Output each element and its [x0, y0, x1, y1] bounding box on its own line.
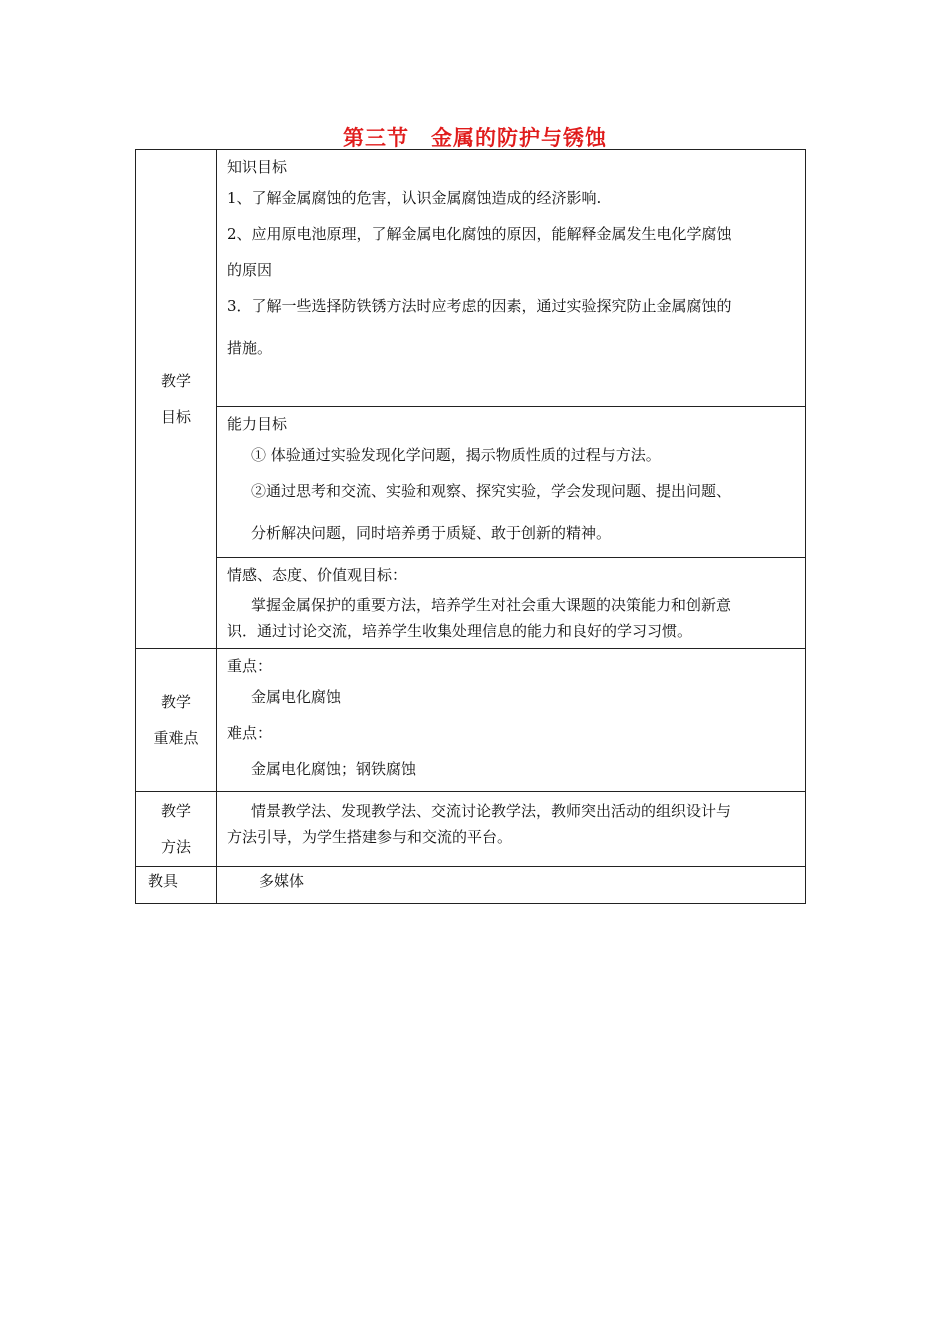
table-row-ability — [136, 407, 806, 558]
knowledge-heading: 知识目标 — [227, 158, 288, 176]
keypoints-label-line1: 教学 — [160, 693, 191, 711]
key-heading: 重点： — [227, 657, 273, 675]
keypoints-label-line2: 重难点 — [153, 729, 199, 747]
knowledge-item-2b: 的原因 — [227, 261, 273, 279]
knowledge-item-3a: 3．了解一些选择防铁锈方法时应考虑的因素，通过实验探究防止金属腐蚀的 — [227, 297, 732, 315]
ability-item-1: ① 体验通过实验发现化学问题，揭示物质性质的过程与方法。 — [251, 446, 661, 464]
emotion-goals-cell — [217, 558, 806, 649]
table-row-goals — [136, 150, 806, 407]
key-text: 金属电化腐蚀 — [251, 688, 342, 706]
table-row-tools — [136, 867, 806, 904]
method-label-line2: 方法 — [160, 838, 191, 856]
emotion-text-b: 识．通过讨论交流，培养学生收集处理信息的能力和良好的学习习惯。 — [227, 622, 693, 640]
emotion-text-a: 掌握金属保护的重要方法，培养学生对社会重大课题的决策能力和创新意 — [251, 596, 732, 614]
title-topic: 金属的防护与锈蚀 — [431, 126, 607, 150]
ability-item-2b: 分析解决问题，同时培养勇于质疑、敢于创新的精神。 — [251, 524, 612, 542]
emotion-heading: 情感、态度、价值观目标： — [227, 566, 408, 584]
knowledge-item-2a: 2、应用原电池原理，了解金属电化腐蚀的原因，能解释金属发生电化学腐蚀 — [227, 225, 732, 243]
tools-label: 教具 — [148, 872, 179, 890]
table-row-method — [136, 792, 806, 867]
goals-label-line2: 目标 — [160, 408, 191, 426]
method-label-line1: 教学 — [160, 802, 191, 820]
hard-heading: 难点： — [227, 724, 273, 742]
ability-heading: 能力目标 — [227, 415, 288, 433]
page-title — [0, 122, 950, 152]
table-row-emotion — [136, 558, 806, 649]
hard-text: 金属电化腐蚀；钢铁腐蚀 — [251, 760, 417, 778]
knowledge-goals-cell — [217, 150, 806, 407]
keypoints-cell — [217, 649, 806, 792]
ability-goals-cell — [217, 407, 806, 558]
tools-label-cell — [136, 867, 217, 904]
knowledge-item-3b: 措施。 — [227, 339, 273, 357]
ability-item-2a: ②通过思考和交流、实验和观察、探究实验，学会发现问题、提出问题、 — [251, 482, 732, 500]
tools-cell — [217, 867, 806, 904]
method-label-cell — [136, 792, 217, 867]
table-row-keypoints — [136, 649, 806, 792]
method-cell — [217, 792, 806, 867]
keypoints-label-cell — [136, 649, 217, 792]
lesson-plan-table — [135, 149, 806, 904]
method-text-a: 情景教学法、发现教学法、交流讨论教学法，教师突出活动的组织设计与 — [251, 802, 732, 820]
goals-label-cell — [136, 150, 217, 649]
tools-text: 多媒体 — [259, 872, 305, 890]
goals-label-line1: 教学 — [160, 372, 191, 390]
knowledge-item-1: 1、了解金属腐蚀的危害，认识金属腐蚀造成的经济影响. — [227, 189, 602, 207]
title-section-number: 第三节 — [343, 126, 409, 150]
method-text-b: 方法引导，为学生搭建参与和交流的平台。 — [227, 828, 513, 846]
